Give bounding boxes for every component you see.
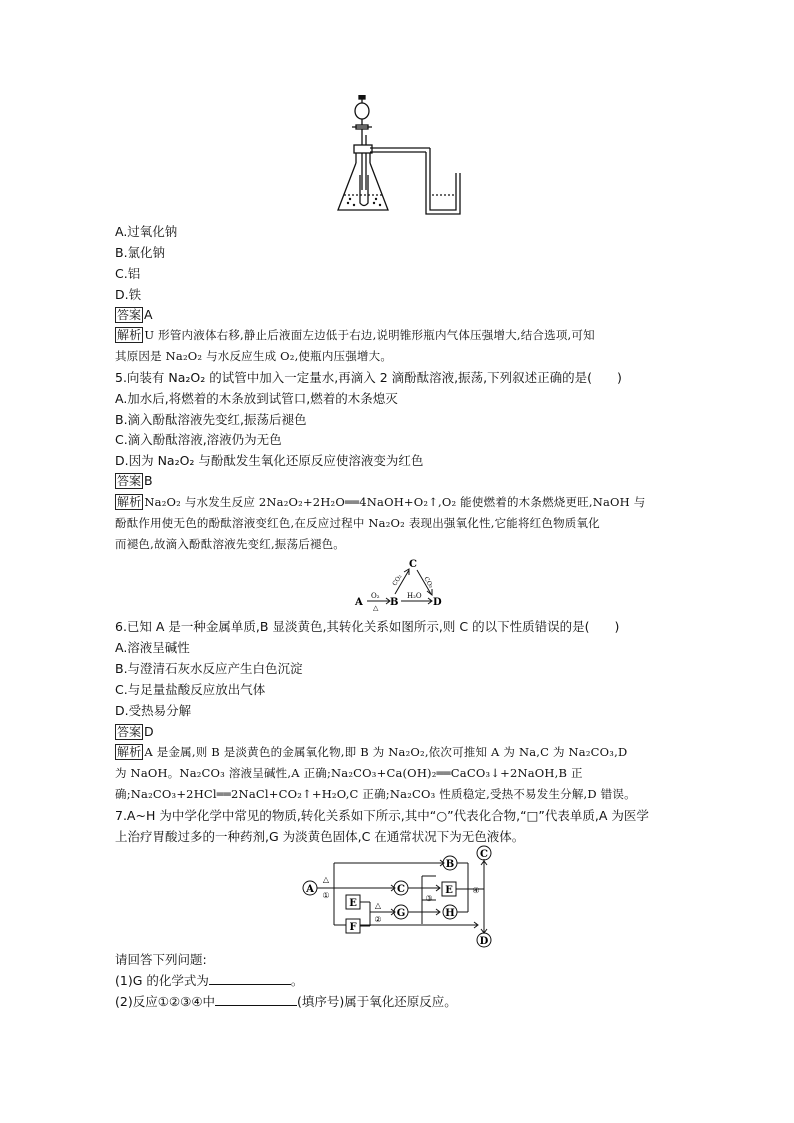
- delta-1: △: [322, 875, 330, 884]
- answer-blank-2[interactable]: [215, 993, 297, 1006]
- q4-option-c: C.铝: [115, 266, 141, 281]
- node-b: B: [445, 859, 455, 870]
- q4-option-a: A.过氧化钠: [115, 224, 178, 239]
- node-c: C: [397, 884, 405, 895]
- node-a: A: [306, 884, 314, 895]
- analysis-text: U 形管内液体右移,静止后液面左边低于右边,说明锥形瓶内气体压强增大,结合选项,可知: [144, 328, 595, 342]
- q7-stem-line2: 上治疗胃酸过多的一种药剂,G 为淡黄色固体,C 在通常状况下为无色液体。: [115, 829, 525, 844]
- analysis-text: Na₂O₂ 与水发生反应 2Na₂O₂+2H₂O══4NaOH+O₂↑,O₂ 能使燃着的木条燃烧更旺,NaOH 与: [144, 495, 646, 509]
- node-e: E: [349, 898, 357, 909]
- analysis-tag: 解析: [117, 745, 142, 759]
- q5-option-a: A.加水后,将燃着的木条放到试管口,燃着的木条熄灭: [115, 391, 398, 406]
- label-co2-right: CO₂: [422, 575, 435, 590]
- q4-answer: [115, 306, 153, 323]
- analysis-tag: 解析: [117, 495, 142, 509]
- answer-value: D: [144, 724, 154, 739]
- q6-triangle-diagram: [345, 556, 455, 611]
- answer-tag: 答案: [117, 725, 142, 739]
- q4-option-d: D.铁: [115, 287, 142, 302]
- q5-option-b: B.滴入酚酞溶液先变红,振荡后褪色: [115, 412, 307, 427]
- q6-option-c: C.与足量盐酸反应放出气体: [115, 682, 266, 697]
- q6-analysis-line2: 为 NaOH。Na₂CO₃ 溶液呈碱性,A 正确;Na₂CO₃+Ca(OH)₂══CaCO₃↓+2NaOH,B 正: [115, 766, 583, 780]
- node-a: A: [355, 597, 363, 608]
- sub2-end: (填序号)属于氧化还原反应。: [297, 994, 457, 1009]
- answer-tag: 答案: [117, 308, 142, 322]
- label-co2-left: CO₂: [391, 573, 404, 588]
- apparatus-figure: [330, 95, 470, 220]
- q6-analysis-line3: 确;Na₂CO₃+2HCl══2NaCl+CO₂↑+H₂O,C 正确;Na₂CO₃ 性质稳定,受热不易发生分解,D 错误。: [115, 787, 636, 801]
- q5-analysis-line3: 而褪色,故滴入酚酞溶液先变红,振荡后褪色。: [115, 537, 346, 551]
- delta-2: △: [374, 901, 382, 910]
- q7-sub1: [115, 972, 303, 989]
- analysis-tag: 解析: [117, 328, 142, 342]
- node-d: D: [479, 936, 489, 947]
- label-delta: △: [373, 604, 379, 611]
- sub1-end: 。: [290, 973, 304, 988]
- sub1-text: (1)G 的化学式为: [115, 973, 209, 988]
- q5-option-d: D.因为 Na₂O₂ 与酚酞发生氧化还原反应使溶液变为红色: [115, 453, 424, 468]
- answer-tag: 答案: [117, 474, 142, 488]
- q7-prompt: 请回答下列问题:: [115, 952, 207, 967]
- q6-answer: [115, 723, 154, 740]
- q4-analysis-line1: [115, 327, 595, 344]
- node-e-right: E: [445, 885, 453, 896]
- q6-stem: 6.已知 A 是一种金属单质,B 显淡黄色,其转化关系如图所示,则 C 的以下性质错误的是( ): [115, 619, 620, 634]
- node-c-top: C: [480, 849, 488, 860]
- q5-stem: 5.向装有 Na₂O₂ 的试管中加入一定量水,再滴入 2 滴酚酞溶液,振荡,下列叙述正确的是( ): [115, 370, 622, 385]
- node-g: G: [396, 908, 406, 919]
- q6-option-b: B.与澄清石灰水反应产生白色沉淀: [115, 661, 303, 676]
- answer-value: A: [144, 307, 153, 322]
- node-h: H: [445, 908, 455, 919]
- reaction-4: ④: [472, 886, 480, 895]
- q5-answer: [115, 472, 153, 489]
- reaction-3: ③: [425, 894, 433, 903]
- q4-analysis-line2: 其原因是 Na₂O₂ 与水反应生成 O₂,使瓶内压强增大。: [115, 349, 393, 363]
- q6-analysis-line1: [115, 744, 627, 761]
- node-f: F: [349, 922, 357, 933]
- q5-option-c: C.滴入酚酞溶液,溶液仍为无色: [115, 432, 282, 447]
- q6-option-a: A.溶液呈碱性: [115, 640, 190, 655]
- q5-analysis-line2: 酚酞作用使无色的酚酞溶液变红色,在反应过程中 Na₂O₂ 表现出强氧化性,它能将红色物质氧化: [115, 516, 600, 530]
- reaction-1: ①: [322, 891, 330, 900]
- answer-blank-1[interactable]: [209, 972, 291, 985]
- node-b: B: [390, 597, 399, 608]
- node-c: C: [409, 559, 417, 570]
- q4-option-b: B.氯化钠: [115, 245, 166, 260]
- reaction-2: ②: [374, 915, 382, 924]
- node-d: D: [433, 597, 442, 608]
- analysis-text: A 是金属,则 B 是淡黄色的金属氧化物,即 B 为 Na₂O₂,依次可推知 A 为 Na,C 为 Na₂CO₃,D: [144, 745, 628, 759]
- q7-sub2: [115, 993, 457, 1010]
- label-o2: O₂: [371, 592, 380, 600]
- sub2-text: (2)反应①②③④中: [115, 994, 216, 1009]
- label-h2o: H₂O: [407, 592, 422, 600]
- answer-value: B: [144, 473, 153, 488]
- q7-stem-line1: 7.A~H 为中学化学中常见的物质,转化关系如下所示,其中“○”代表化合物,“□”代表单质,A 为医学: [115, 808, 649, 823]
- q5-analysis-line1: [115, 494, 645, 511]
- q7-flow-diagram: [298, 845, 498, 950]
- q6-option-d: D.受热易分解: [115, 703, 192, 718]
